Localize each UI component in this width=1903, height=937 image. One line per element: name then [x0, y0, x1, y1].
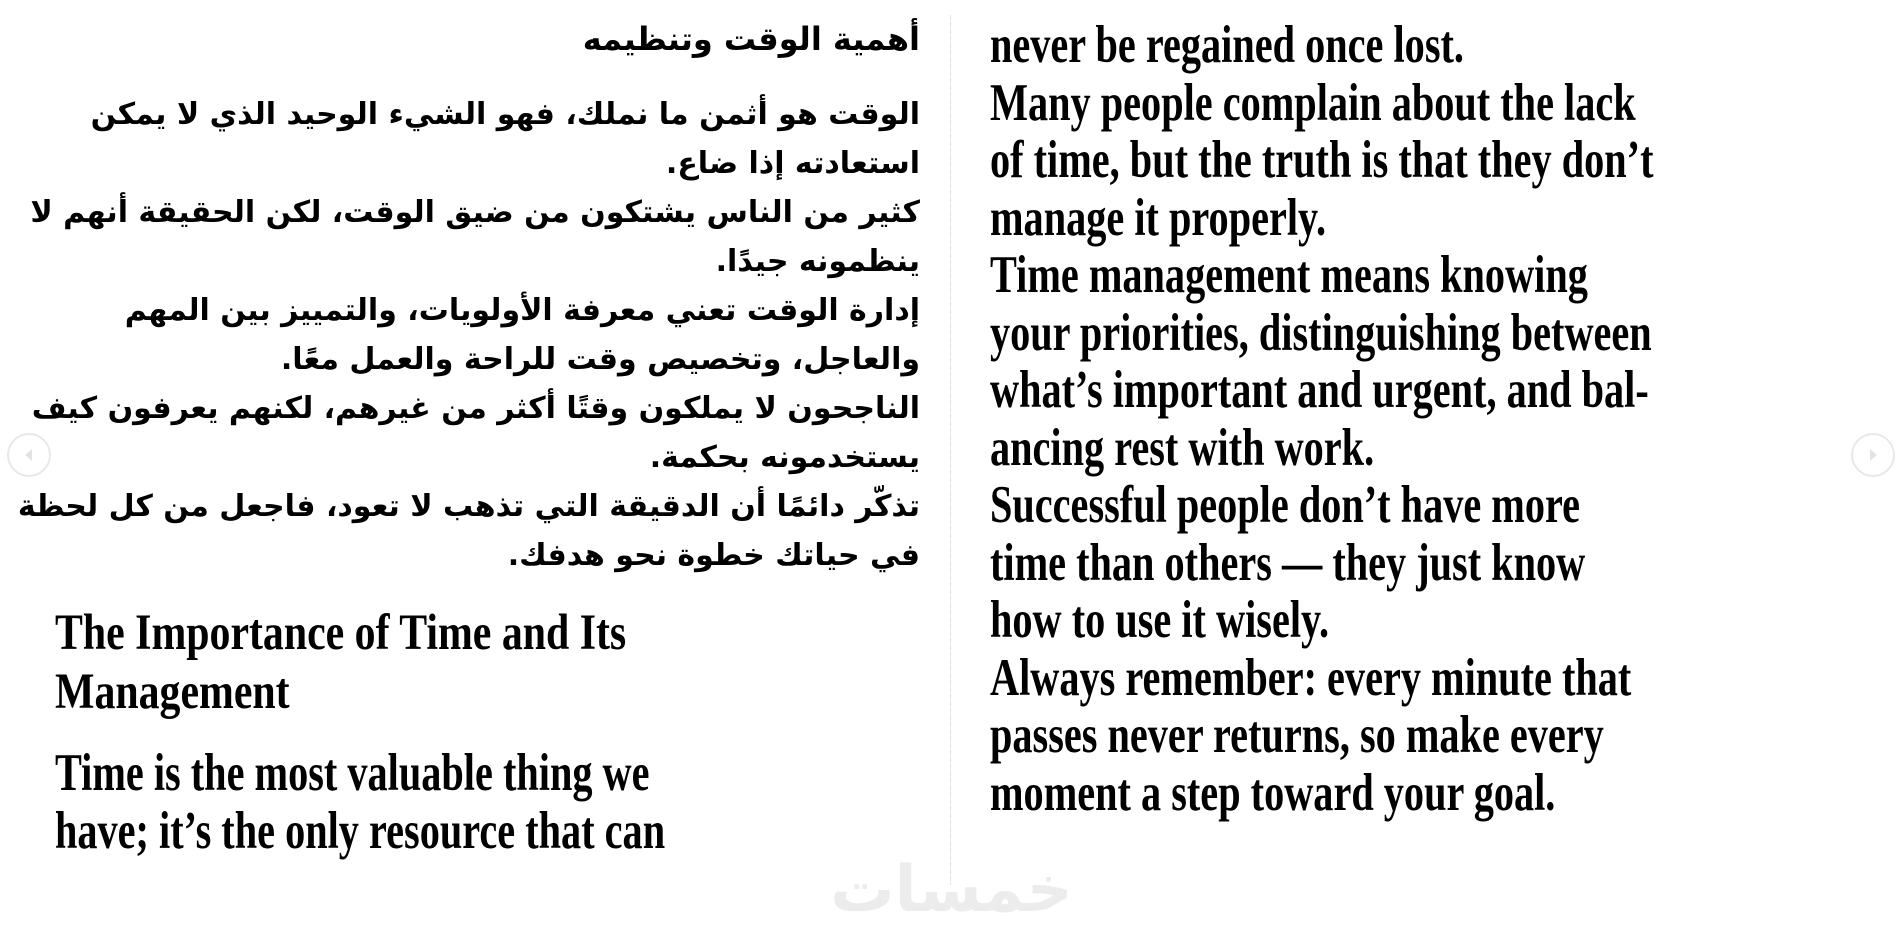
next-page-button[interactable]	[1851, 433, 1895, 477]
arabic-line: والعاجل، وتخصيص وقت للراحة والعمل معًا.	[280, 342, 920, 377]
arabic-title: أهمية الوقت وتنظيمه	[582, 20, 920, 58]
arabic-line: ينظمونه جيدًا.	[715, 244, 920, 279]
arabic-line: الوقت هو أثمن ما نملك، فهو الشيء الوحيد الذي لا يمكن	[90, 97, 920, 132]
left-page	[17, 0, 920, 937]
english-line: passes never returns, so make every	[990, 706, 1604, 764]
previous-page-button[interactable]	[7, 433, 51, 477]
english-line: Time is the most valuable thing we	[55, 744, 650, 802]
english-line: Successful people don’t have more	[990, 476, 1581, 534]
page-divider	[950, 15, 951, 885]
arabic-line: كثير من الناس يشتكون من ضيق الوقت، لكن الحقيقة أنهم لا	[30, 195, 920, 230]
english-line: Always remember: every minute that	[990, 648, 1632, 707]
arabic-line: استعادته إذا ضاع.	[665, 146, 920, 181]
arabic-line: تذكّر دائمًا أن الدقيقة التي تذهب لا تعود، فاجعل من كل لحظة	[17, 489, 920, 524]
english-line: time than others — they just know	[990, 533, 1586, 592]
english-line: what’s important and urgent, and bal-	[990, 361, 1649, 419]
english-line: manage it properly.	[990, 188, 1327, 247]
english-line: how to use it wisely.	[990, 591, 1330, 649]
english-heading-line: The Importance of Time and Its	[55, 605, 627, 661]
chevron-left-icon	[21, 447, 37, 463]
english-line: Time management means knowing	[990, 246, 1588, 304]
english-heading-line: Management	[55, 664, 290, 720]
arabic-line: إدارة الوقت تعني معرفة الأولويات، والتمييز بين المهم	[124, 293, 920, 328]
right-page	[990, 17, 1895, 822]
english-line: Many people complain about the lack	[990, 73, 1636, 132]
arabic-line: يستخدمونه بحكمة.	[649, 440, 920, 475]
english-body-start	[55, 745, 920, 860]
khamsat-watermark: خمسات	[830, 853, 1073, 927]
english-line: of time, but the truth is that they don’t	[990, 131, 1654, 189]
english-line: have; it’s the only resource that can	[55, 801, 666, 860]
english-heading	[55, 604, 920, 722]
arabic-line: الناجحون لا يملكون وقتًا أكثر من غيرهم، لكنهم يعرفون كيف	[31, 391, 920, 426]
english-line: ancing rest with work.	[990, 418, 1375, 477]
english-line: never be regained once lost.	[990, 16, 1464, 74]
english-line: moment a step toward your goal.	[990, 763, 1556, 822]
chevron-right-icon	[1865, 447, 1881, 463]
english-line: your priorities, distinguishing between	[990, 303, 1652, 362]
arabic-paragraph	[17, 90, 920, 580]
arabic-line: في حياتك خطوة نحو هدفك.	[507, 538, 920, 573]
